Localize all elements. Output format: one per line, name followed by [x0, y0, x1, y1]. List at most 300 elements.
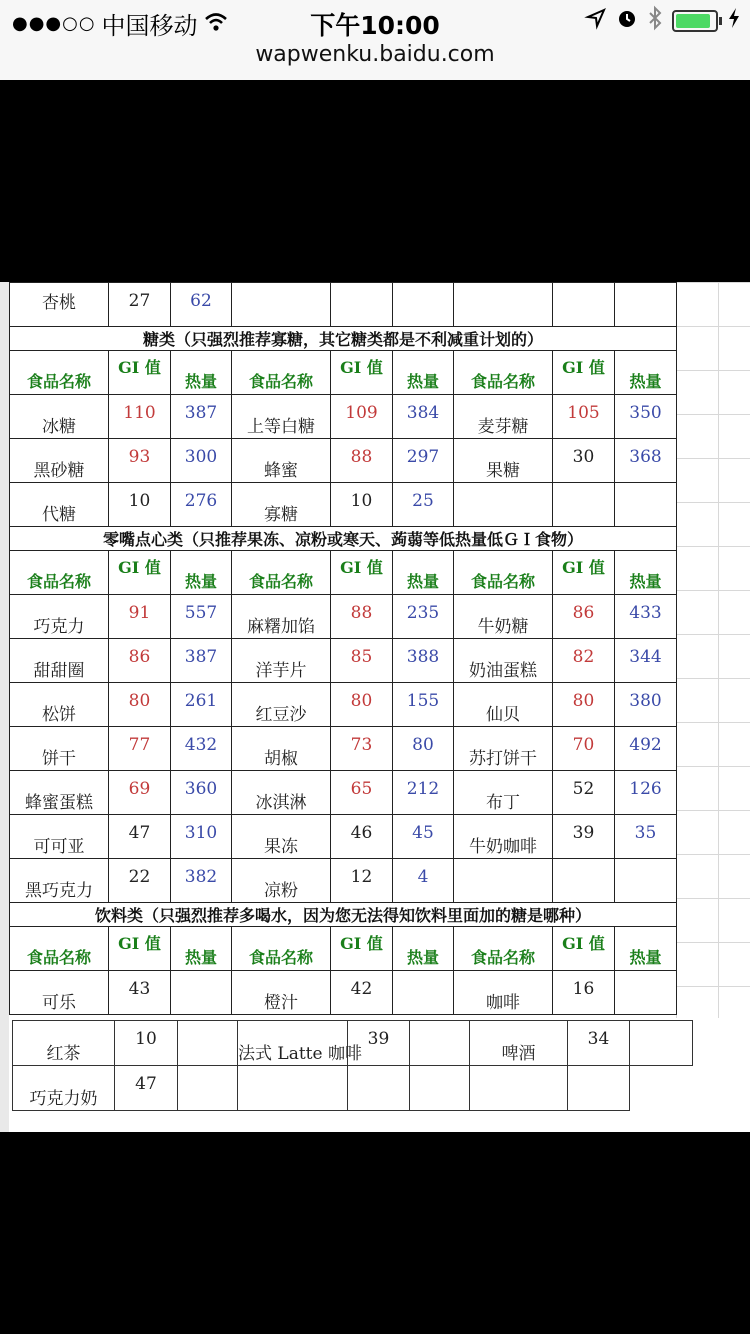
calorie-cell — [178, 1066, 238, 1111]
gi-cell-text: 80 — [350, 690, 373, 711]
calorie-cell-text: 276 — [184, 490, 218, 511]
calorie-cell — [171, 395, 232, 439]
calorie-cell — [393, 639, 454, 683]
calorie-cell-text: 382 — [184, 866, 218, 887]
empty-cell — [331, 283, 393, 327]
calorie-cell — [615, 683, 677, 727]
gi-cell-text: 10 — [128, 490, 151, 511]
battery-icon — [672, 10, 718, 32]
gi-cell — [553, 595, 615, 639]
food-name-cell-text: 蜂蜜蛋糕 — [25, 793, 93, 813]
col-header-calorie-text: 热量 — [406, 948, 439, 967]
col-header-calorie — [171, 351, 232, 395]
calorie-cell-text: 557 — [184, 602, 218, 623]
col-header-gi — [331, 551, 393, 595]
food-name-cell-text: 法式 Latte 咖啡 — [238, 1043, 362, 1064]
document-table-area — [0, 282, 750, 1132]
table-row — [10, 815, 677, 859]
col-header-gi-text: GI 值 — [562, 558, 605, 577]
food-name-cell — [232, 971, 331, 1015]
gi-cell — [109, 971, 171, 1015]
calorie-cell-text: 297 — [406, 446, 440, 467]
gi-cell-text: 12 — [350, 866, 373, 887]
gi-cell-text: 91 — [128, 602, 151, 623]
food-name-cell — [13, 1021, 115, 1066]
gi-table — [9, 282, 677, 1015]
gi-cell-text: 46 — [350, 822, 373, 843]
table-row — [10, 483, 677, 527]
calorie-cell — [393, 727, 454, 771]
calorie-cell-text: 350 — [629, 402, 662, 423]
calorie-cell — [171, 283, 232, 327]
food-name-cell-text: 寡糖 — [264, 505, 298, 525]
calorie-cell — [393, 971, 454, 1015]
calorie-cell — [171, 439, 232, 483]
col-header-calorie-text: 热量 — [184, 572, 217, 591]
food-name-cell-text: 冰糖 — [42, 417, 76, 437]
col-header-calorie-text: 热量 — [184, 948, 217, 967]
empty-cell — [348, 1066, 410, 1111]
col-header-calorie-text: 热量 — [629, 372, 662, 391]
col-header-gi — [553, 351, 615, 395]
food-name-cell-text: 麦芽糖 — [477, 417, 529, 437]
gi-cell-text: 109 — [345, 402, 378, 423]
gi-cell — [109, 727, 171, 771]
calorie-cell-text: 387 — [184, 646, 218, 667]
col-header-name — [10, 551, 109, 595]
gi-cell-text: 27 — [128, 290, 151, 311]
col-header-name — [454, 927, 553, 971]
gi-cell-text: 34 — [587, 1029, 610, 1049]
food-name-cell — [10, 815, 109, 859]
food-name-cell-text: 橙汁 — [264, 993, 298, 1013]
food-name-cell-text: 果冻 — [264, 837, 298, 857]
gi-cell-text: 70 — [572, 734, 595, 755]
calorie-cell — [171, 727, 232, 771]
col-header-name-text: 食品名称 — [470, 572, 535, 591]
gi-cell — [331, 859, 393, 903]
gi-cell-text: 88 — [350, 602, 373, 623]
table-row — [10, 595, 677, 639]
col-header-name-text: 食品名称 — [26, 372, 91, 391]
food-name-cell-text: 代糖 — [42, 505, 76, 525]
empty-cell — [238, 1066, 348, 1111]
gi-cell-text: 80 — [128, 690, 151, 711]
calorie-cell — [171, 771, 232, 815]
calorie-cell-text: 387 — [184, 402, 218, 423]
food-name-cell — [10, 395, 109, 439]
food-name-cell-text: 冰淇淋 — [255, 793, 307, 813]
calorie-cell — [630, 1021, 693, 1066]
food-name-cell — [454, 395, 553, 439]
calorie-cell — [171, 683, 232, 727]
food-name-cell — [470, 1021, 568, 1066]
food-name-cell-text: 可可亚 — [33, 837, 85, 857]
gi-cell — [109, 595, 171, 639]
calorie-cell-text: 25 — [412, 490, 434, 511]
gi-cell-text: 73 — [350, 734, 373, 755]
col-header-gi — [109, 351, 171, 395]
gi-cell — [109, 483, 171, 527]
col-header-gi — [331, 351, 393, 395]
gi-cell — [109, 771, 171, 815]
gi-cell-text: 77 — [128, 734, 151, 755]
col-header-name — [10, 927, 109, 971]
section-header-row — [10, 327, 677, 351]
calorie-cell-text: 261 — [184, 690, 218, 711]
table-row — [10, 971, 677, 1015]
col-header-calorie — [393, 927, 454, 971]
location-arrow-icon — [586, 8, 606, 34]
gi-cell-text: 88 — [350, 446, 373, 467]
gi-cell — [553, 815, 615, 859]
status-icons — [586, 6, 740, 36]
section-title: 零嘴点心类（只推荐果冻、凉粉或寒天、蒟蒻等低热量低ＧＩ食物） — [10, 527, 677, 551]
food-name-cell-text: 仙贝 — [486, 705, 520, 725]
gi-cell-text: 47 — [128, 822, 151, 843]
gi-cell-text: 30 — [572, 446, 595, 467]
food-name-cell — [232, 439, 331, 483]
calorie-cell-text: 492 — [629, 734, 662, 755]
food-name-cell-text: 奶油蛋糕 — [469, 661, 537, 681]
calorie-cell — [178, 1021, 238, 1066]
calorie-cell — [410, 1021, 470, 1066]
gi-cell — [568, 1021, 630, 1066]
calorie-cell-text: 126 — [629, 778, 662, 799]
calorie-cell-text: 80 — [412, 734, 434, 755]
col-header-name-text: 食品名称 — [248, 372, 313, 391]
gi-cell — [109, 859, 171, 903]
table-row — [10, 859, 677, 903]
col-header-name-text: 食品名称 — [248, 572, 313, 591]
clock: 下午10:00 — [310, 11, 440, 40]
col-header-calorie — [615, 551, 677, 595]
col-header-gi — [109, 551, 171, 595]
col-header-calorie-text: 热量 — [406, 572, 439, 591]
food-name-cell-text: 麻糬加馅 — [247, 617, 315, 637]
gi-cell — [331, 771, 393, 815]
gi-cell-text: 65 — [350, 778, 373, 799]
gi-cell — [115, 1066, 178, 1111]
calorie-cell-text: 155 — [406, 690, 440, 711]
food-name-cell — [10, 439, 109, 483]
food-name-cell-text: 黑砂糖 — [33, 461, 85, 481]
food-name-cell-text: 巧克力奶 — [29, 1088, 98, 1109]
calorie-cell — [393, 771, 454, 815]
gi-cell — [109, 815, 171, 859]
col-header-name-text: 食品名称 — [26, 572, 91, 591]
calorie-cell — [393, 683, 454, 727]
gi-cell — [331, 439, 393, 483]
empty-cell — [232, 283, 331, 327]
col-header-gi-text: GI 值 — [340, 358, 383, 377]
food-name-cell — [232, 395, 331, 439]
calorie-cell — [393, 483, 454, 527]
food-name-cell-text: 胡椒 — [264, 749, 298, 769]
food-name-cell — [454, 483, 553, 527]
calorie-cell — [393, 439, 454, 483]
gi-cell — [331, 683, 393, 727]
signal-strength-icon: ●●●○○ — [12, 13, 96, 34]
food-name-cell — [454, 595, 553, 639]
food-name-cell — [454, 971, 553, 1015]
food-name-cell-text: 可乐 — [42, 993, 76, 1013]
col-header-gi-text: GI 值 — [118, 358, 161, 377]
calorie-cell — [615, 595, 677, 639]
col-header-name — [232, 927, 331, 971]
empty-cell — [393, 283, 454, 327]
food-name-cell — [10, 283, 109, 327]
gi-cell-text: 39 — [572, 822, 595, 843]
gi-cell — [331, 815, 393, 859]
gi-cell — [553, 683, 615, 727]
food-name-cell — [10, 771, 109, 815]
carrier-name: 中国移动 — [101, 12, 198, 40]
calorie-cell-text: 62 — [190, 290, 212, 311]
food-name-cell-text: 黑巧克力 — [25, 881, 93, 901]
food-name-cell — [232, 595, 331, 639]
calorie-cell-text: 212 — [406, 778, 440, 799]
col-header-calorie — [393, 551, 454, 595]
food-name-cell — [13, 1066, 115, 1111]
food-name-cell-text: 甜甜圈 — [33, 661, 85, 681]
food-name-cell — [454, 859, 553, 903]
calorie-cell-text: 368 — [629, 446, 662, 467]
calorie-cell-text: 384 — [406, 402, 440, 423]
calorie-cell — [393, 395, 454, 439]
calorie-cell — [171, 595, 232, 639]
gi-cell — [331, 639, 393, 683]
empty-cell — [630, 1066, 693, 1111]
calorie-cell-text: 310 — [184, 822, 218, 843]
col-header-name — [10, 351, 109, 395]
empty-cell — [615, 283, 677, 327]
gi-cell — [109, 683, 171, 727]
table-row — [10, 439, 677, 483]
food-name-cell-text: 苏打饼干 — [469, 749, 537, 769]
calorie-cell — [615, 971, 677, 1015]
column-header-row — [10, 351, 677, 395]
charging-icon — [728, 8, 740, 34]
calorie-cell — [171, 859, 232, 903]
col-header-calorie-text: 热量 — [184, 372, 217, 391]
food-name-cell — [232, 483, 331, 527]
bluetooth-icon — [648, 6, 662, 36]
gi-cell-text: 10 — [135, 1029, 157, 1049]
food-name-cell-text: 布丁 — [486, 793, 520, 813]
calorie-cell-text: 432 — [184, 734, 218, 755]
calorie-cell — [615, 815, 677, 859]
col-header-gi-text: GI 值 — [562, 934, 605, 953]
gi-cell — [553, 971, 615, 1015]
col-header-calorie — [171, 927, 232, 971]
table-row — [10, 771, 677, 815]
food-name-cell — [10, 859, 109, 903]
calorie-cell — [171, 483, 232, 527]
food-name-cell-text: 红茶 — [46, 1043, 81, 1064]
calorie-cell — [615, 859, 677, 903]
food-name-cell — [10, 683, 109, 727]
food-name-cell-text: 上等白糖 — [247, 417, 315, 437]
table-row — [10, 283, 677, 327]
empty-cell — [568, 1066, 630, 1111]
calorie-cell — [393, 595, 454, 639]
calorie-cell — [615, 483, 677, 527]
gi-cell — [553, 771, 615, 815]
gi-cell-text: 16 — [572, 978, 595, 999]
gi-cell — [109, 283, 171, 327]
calorie-cell-text: 360 — [184, 778, 218, 799]
doc-left-edge — [0, 282, 9, 1132]
gi-cell — [115, 1021, 178, 1066]
calorie-cell — [171, 639, 232, 683]
food-name-cell-text: 饼干 — [42, 749, 76, 769]
table-row — [10, 395, 677, 439]
col-header-name — [454, 551, 553, 595]
col-header-calorie — [615, 351, 677, 395]
gi-cell — [553, 483, 615, 527]
food-name-cell — [454, 771, 553, 815]
calorie-cell — [615, 771, 677, 815]
status-bar — [0, 0, 750, 40]
table-row — [10, 639, 677, 683]
gi-cell-text: 52 — [572, 778, 595, 799]
gi-cell-text: 43 — [128, 978, 151, 999]
col-header-gi-text: GI 值 — [118, 558, 161, 577]
table-row — [10, 727, 677, 771]
calorie-cell-text: 433 — [629, 602, 662, 623]
col-header-name — [232, 551, 331, 595]
col-header-gi — [109, 927, 171, 971]
col-header-gi — [553, 927, 615, 971]
food-name-cell-text: 松饼 — [42, 705, 76, 725]
col-header-name-text: 食品名称 — [26, 948, 91, 967]
food-name-cell — [454, 815, 553, 859]
calorie-cell — [615, 639, 677, 683]
food-name-cell-text: 啤酒 — [501, 1043, 536, 1064]
col-header-calorie-text: 热量 — [406, 372, 439, 391]
gi-cell-text: 42 — [350, 978, 373, 999]
food-name-cell — [232, 859, 331, 903]
food-name-cell-text: 红豆沙 — [255, 705, 307, 725]
col-header-name — [232, 351, 331, 395]
gi-cell-text: 80 — [572, 690, 595, 711]
food-name-cell-text: 牛奶咖啡 — [469, 837, 537, 857]
col-header-name — [454, 351, 553, 395]
gi-cell — [331, 483, 393, 527]
gi-cell-text: 86 — [572, 602, 595, 623]
overflow-table — [12, 1020, 693, 1111]
food-name-cell — [232, 727, 331, 771]
gi-cell — [109, 439, 171, 483]
empty-cell — [470, 1066, 568, 1111]
food-name-cell-text: 杏桃 — [42, 293, 76, 313]
gi-cell-text: 93 — [128, 446, 151, 467]
food-name-cell — [10, 727, 109, 771]
gi-cell-text: 69 — [128, 778, 151, 799]
food-name-cell — [10, 639, 109, 683]
col-header-calorie-text: 热量 — [629, 948, 662, 967]
col-header-calorie — [615, 927, 677, 971]
table-row — [13, 1021, 693, 1066]
alarm-icon — [616, 7, 638, 35]
col-header-name-text: 食品名称 — [470, 372, 535, 391]
table-row — [13, 1066, 693, 1111]
food-name-cell — [10, 971, 109, 1015]
empty-cell — [553, 283, 615, 327]
calorie-cell — [393, 859, 454, 903]
food-name-cell — [10, 595, 109, 639]
calorie-cell-text: 235 — [406, 602, 440, 623]
food-name-cell — [454, 439, 553, 483]
section-title: 糖类（只强烈推荐寡糖，其它糖类都是不利减重计划的） — [10, 327, 677, 351]
url-text: wapwenku.baidu.com — [255, 42, 495, 67]
col-header-gi — [553, 551, 615, 595]
gi-cell-text: 110 — [123, 402, 156, 423]
food-name-cell-text: 蜂蜜 — [264, 461, 298, 481]
dark-overlay-top — [0, 80, 750, 282]
section-header-row — [10, 903, 677, 927]
calorie-cell-text: 344 — [629, 646, 662, 667]
gi-cell-text: 82 — [572, 646, 595, 667]
col-header-name-text: 食品名称 — [470, 948, 535, 967]
gi-cell — [553, 727, 615, 771]
gi-cell — [331, 727, 393, 771]
section-header-row — [10, 527, 677, 551]
calorie-cell — [615, 727, 677, 771]
food-name-cell — [454, 683, 553, 727]
col-header-gi-text: GI 值 — [562, 358, 605, 377]
calorie-cell-text: 4 — [417, 866, 429, 887]
gi-cell — [553, 639, 615, 683]
food-name-cell — [454, 727, 553, 771]
empty-cell — [454, 283, 553, 327]
table-row — [10, 683, 677, 727]
gi-cell-text: 22 — [128, 866, 151, 887]
column-header-row — [10, 927, 677, 971]
gi-cell-text: 86 — [128, 646, 151, 667]
gi-cell-text: 10 — [350, 490, 373, 511]
address-bar[interactable] — [0, 40, 750, 80]
food-name-cell — [232, 639, 331, 683]
food-name-cell-text: 巧克力 — [33, 617, 85, 637]
gi-cell — [553, 439, 615, 483]
col-header-calorie-text: 热量 — [629, 572, 662, 591]
calorie-cell-text: 45 — [412, 822, 434, 843]
gi-cell-text: 47 — [135, 1074, 157, 1094]
spreadsheet-gridlines — [676, 282, 750, 1018]
calorie-cell-text: 380 — [629, 690, 662, 711]
col-header-gi-text: GI 值 — [340, 934, 383, 953]
gi-cell — [109, 639, 171, 683]
calorie-cell — [171, 815, 232, 859]
food-name-cell-text: 咖啡 — [486, 993, 520, 1013]
gi-cell — [331, 395, 393, 439]
col-header-name-text: 食品名称 — [248, 948, 313, 967]
calorie-cell — [171, 971, 232, 1015]
calorie-cell — [615, 439, 677, 483]
gi-cell — [331, 595, 393, 639]
food-name-cell-text: 凉粉 — [264, 881, 298, 901]
gi-cell-text: 85 — [350, 646, 373, 667]
col-header-calorie — [171, 551, 232, 595]
food-name-cell — [10, 483, 109, 527]
food-name-cell — [238, 1021, 362, 1066]
gi-cell — [553, 395, 615, 439]
col-header-calorie — [393, 351, 454, 395]
calorie-cell — [615, 395, 677, 439]
calorie-cell-text: 35 — [634, 822, 657, 843]
